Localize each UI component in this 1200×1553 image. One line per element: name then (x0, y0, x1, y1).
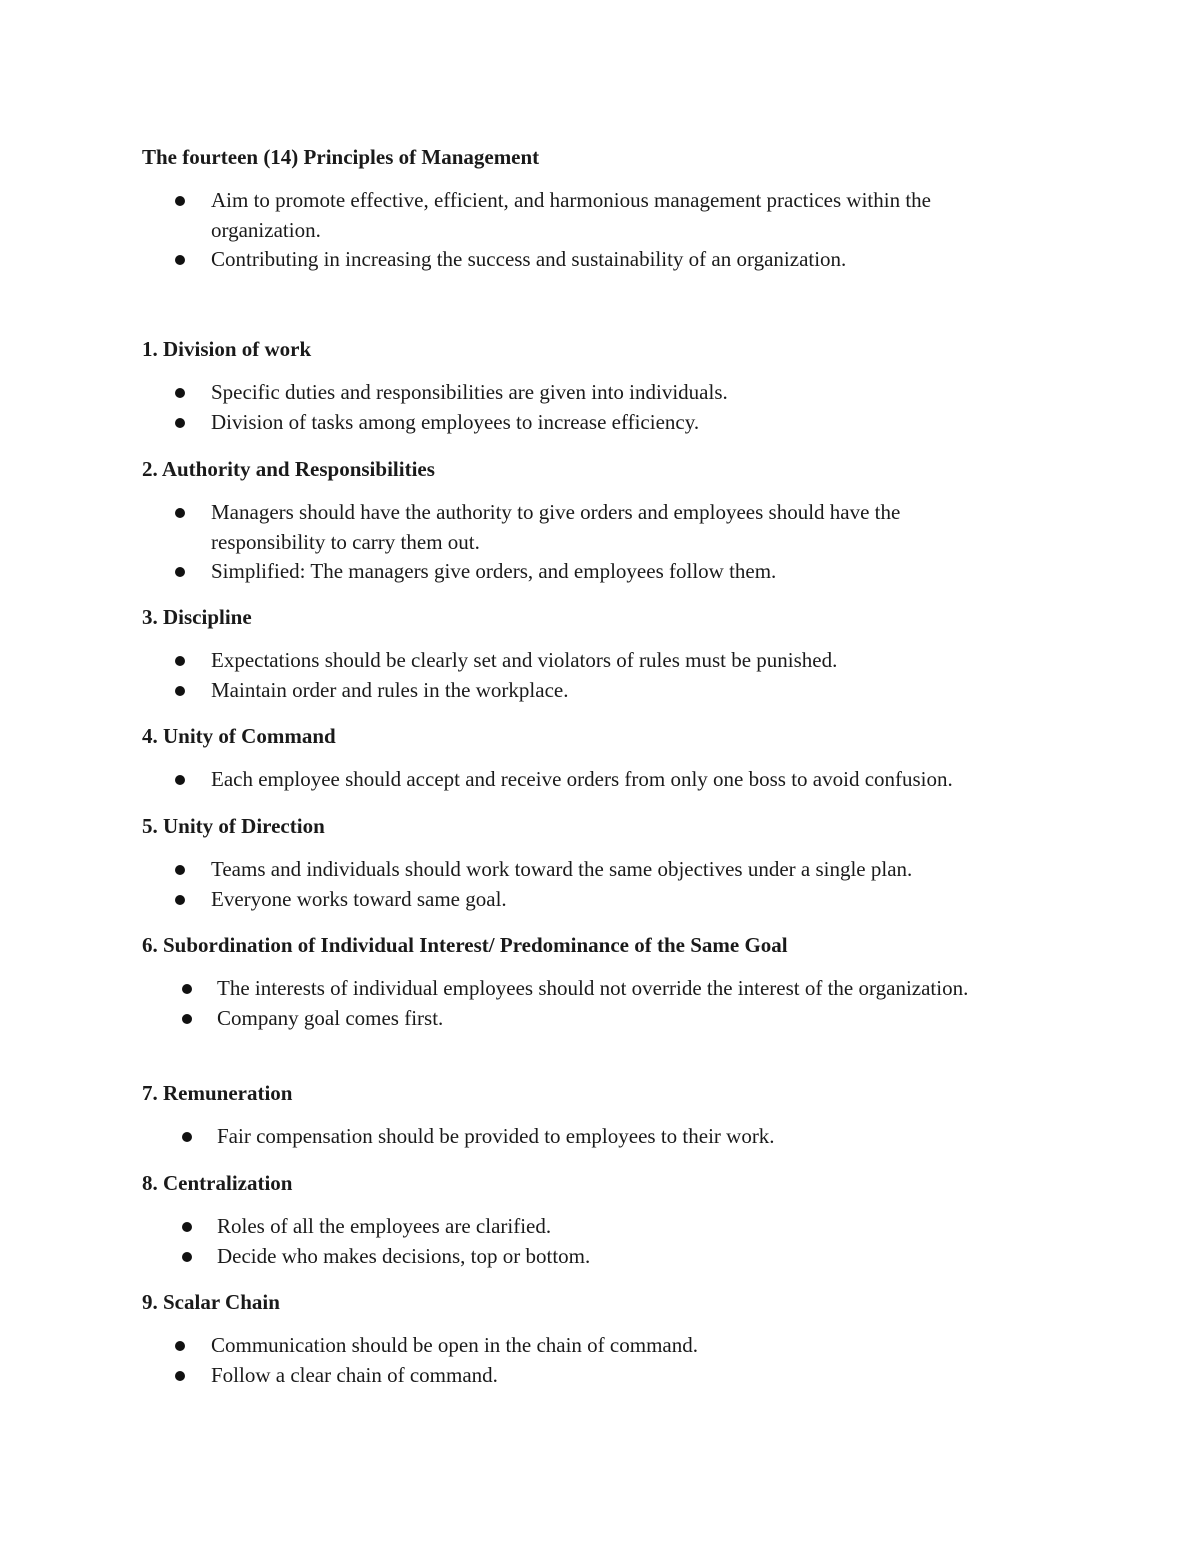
bullet-dot-icon (175, 567, 185, 577)
list-item: The interests of individual employees should not override the interest of the organization. (142, 974, 972, 1004)
bullet-list (142, 1212, 1102, 1271)
list-item: Aim to promote effective, efficient, and harmonious management practices within the organization. (142, 186, 1042, 245)
section-heading: 9. Scalar Chain (142, 1290, 280, 1314)
list-item: Company goal comes first. (142, 1004, 972, 1034)
bullet-list (142, 378, 1102, 437)
bullet-dot-icon (182, 1014, 192, 1024)
section-heading: 7. Remuneration (142, 1081, 293, 1105)
bullet-dot-icon (175, 196, 185, 206)
section-unity-of-command (142, 721, 1102, 795)
bullet-dot-icon (175, 1341, 185, 1351)
document-title: The fourteen (14) Principles of Management (142, 145, 540, 169)
section-heading: 1. Division of work (142, 337, 312, 361)
section-heading: 6. Subordination of Individual Interest/ Predominance of the Same Goal (142, 933, 788, 957)
section-authority-and-responsibilities (142, 454, 1102, 587)
bullet-dot-icon (175, 865, 185, 875)
list-item: Expectations should be clearly set and violators of rules must be punished. (142, 646, 1102, 676)
section-heading: 5. Unity of Direction (142, 814, 325, 838)
list-item: Division of tasks among employees to increase efficiency. (142, 408, 1102, 438)
bullet-dot-icon (175, 255, 185, 265)
bullet-list (142, 855, 1102, 914)
list-item: Contributing in increasing the success and sustainability of an organization. (142, 245, 1042, 275)
bullet-list (142, 498, 1002, 587)
list-item: Specific duties and responsibilities are given into individuals. (142, 378, 1102, 408)
section-heading: 2. Authority and Responsibilities (142, 457, 435, 481)
section-centralization (142, 1168, 1102, 1271)
list-item: Communication should be open in the chain of command. (142, 1331, 1102, 1361)
section-subordination-of-individual-interest (142, 930, 1102, 1033)
bullet-dot-icon (175, 895, 185, 905)
bullet-dot-icon (175, 1371, 185, 1381)
list-item: Simplified: The managers give orders, and employees follow them. (142, 557, 1002, 587)
list-item: Each employee should accept and receive orders from only one boss to avoid confusion. (142, 765, 1102, 795)
bullet-dot-icon (175, 775, 185, 785)
list-item: Maintain order and rules in the workplace. (142, 676, 1102, 706)
section-remuneration (142, 1078, 1102, 1152)
bullet-dot-icon (182, 1252, 192, 1262)
section-heading: 3. Discipline (142, 605, 252, 629)
bullet-list (142, 974, 972, 1033)
bullet-list (142, 646, 1102, 705)
bullet-dot-icon (175, 686, 185, 696)
section-division-of-work (142, 334, 1102, 437)
bullet-list (142, 1122, 1102, 1152)
list-item: Managers should have the authority to give orders and employees should have the responsibility to carry them out. (142, 498, 1002, 557)
intro-section (142, 142, 1102, 275)
section-unity-of-direction (142, 811, 1102, 914)
list-item: Roles of all the employees are clarified. (142, 1212, 1102, 1242)
bullet-list (142, 765, 1102, 795)
intro-bullet-list (142, 186, 1042, 275)
bullet-dot-icon (182, 1222, 192, 1232)
list-item: Teams and individuals should work toward the same objectives under a single plan. (142, 855, 1102, 885)
bullet-dot-icon (175, 508, 185, 518)
bullet-dot-icon (182, 984, 192, 994)
list-item: Follow a clear chain of command. (142, 1361, 1102, 1391)
section-discipline (142, 602, 1102, 705)
bullet-dot-icon (175, 418, 185, 428)
list-item: Decide who makes decisions, top or bottom. (142, 1242, 1102, 1272)
bullet-dot-icon (182, 1132, 192, 1142)
section-scalar-chain (142, 1287, 1102, 1390)
section-heading: 8. Centralization (142, 1171, 293, 1195)
section-heading: 4. Unity of Command (142, 724, 336, 748)
bullet-dot-icon (175, 388, 185, 398)
bullet-dot-icon (175, 656, 185, 666)
list-item: Fair compensation should be provided to employees to their work. (142, 1122, 1102, 1152)
bullet-list (142, 1331, 1102, 1390)
list-item: Everyone works toward same goal. (142, 885, 1102, 915)
